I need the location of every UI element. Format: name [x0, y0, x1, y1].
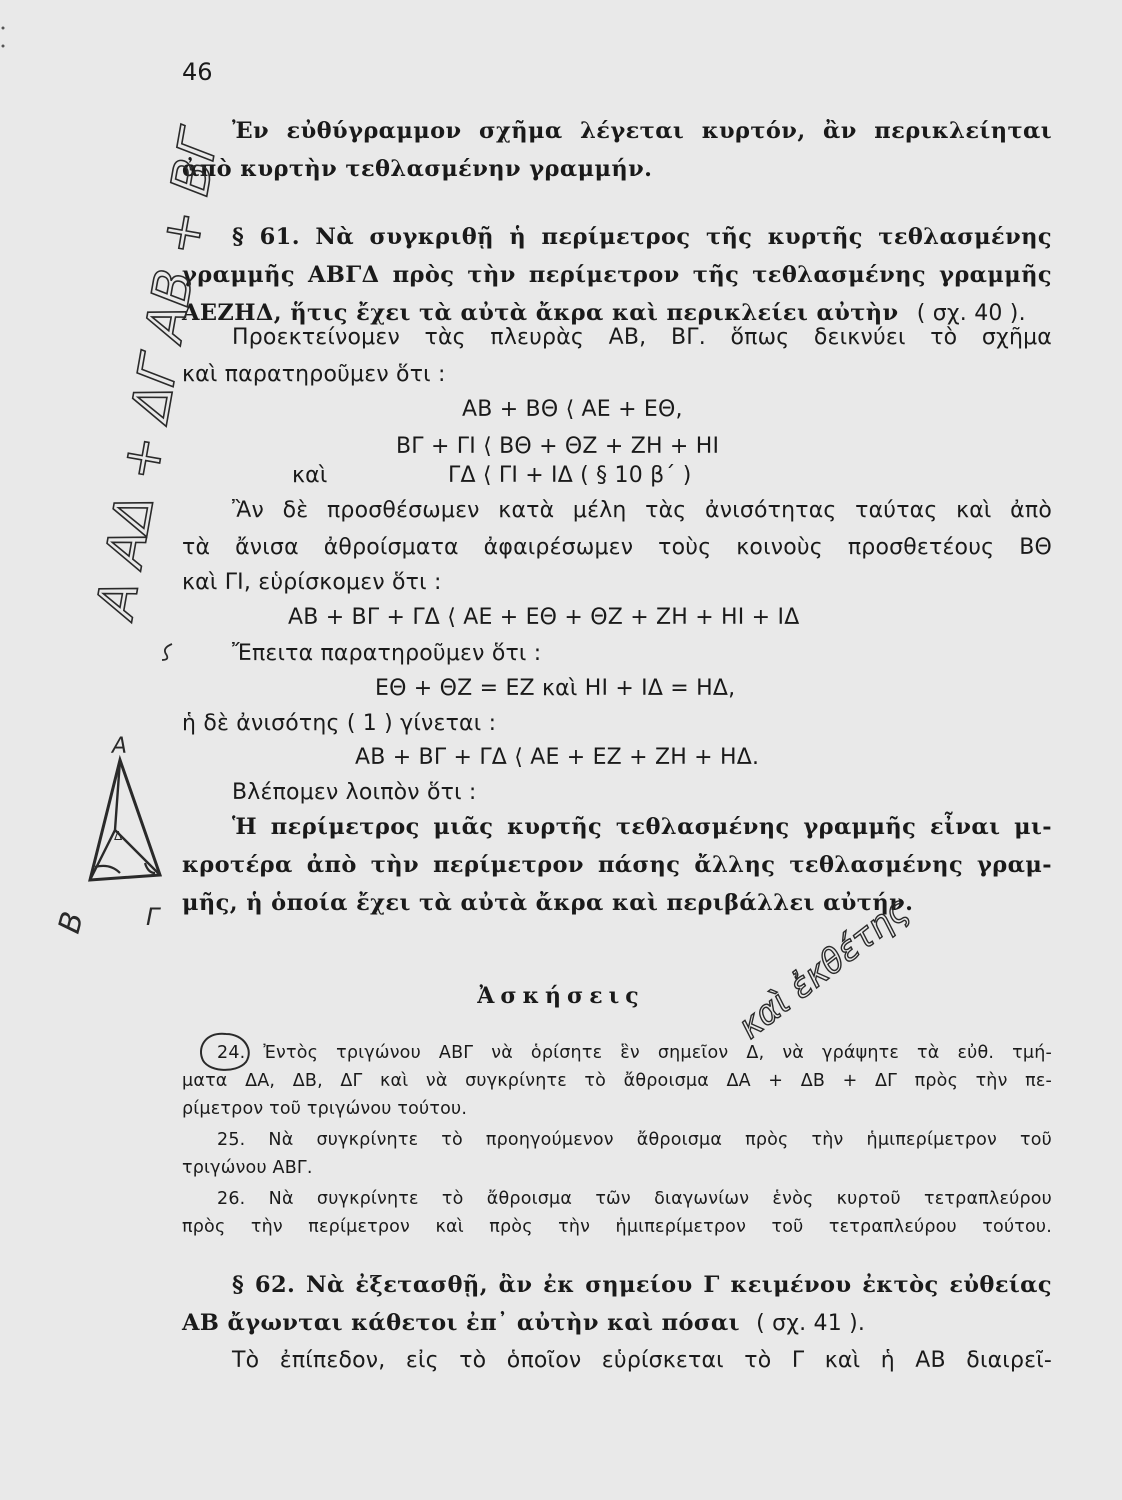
- page-number: 46: [182, 58, 213, 86]
- exercise-25-line-1: 25. Νὰ συγκρίνητε τὸ προηγούμενον ἄθροισμα πρὸς τὴν ἡμιπερίμετρον τοῦ: [217, 1130, 1052, 1150]
- exercise-25-line-2: τριγώνου ΑΒΓ.: [182, 1158, 313, 1178]
- handwritten-margin-text: Α ΑΔ + ΔΓ ΑΒ + ΒΓ: [85, 125, 231, 623]
- proof-intro-line-2: καὶ παρατηροῦμεν ὅτι :: [182, 362, 446, 387]
- exercise-24-line-2: ματα ΔΑ, ΔΒ, ΔΓ καὶ νὰ συγκρίνητε τὸ ἄθροισμα ΔΑ + ΔΒ + ΔΓ πρὸς τὴν πε-: [182, 1071, 1052, 1091]
- theorem-line-2: κροτέρα ἀπὸ τὴν περίμετρον πάσης ἄλλης τεθλασμένης γραμ-: [182, 852, 1052, 878]
- theorem-line-3: μῆς, ἡ ὁποία ἔχει τὰ αὐτὰ ἄκρα καὶ περιβάλλει αὐτήν.: [182, 890, 914, 916]
- theorem-statement: [182, 814, 1052, 916]
- definition-paragraph: [182, 118, 1052, 182]
- proof-intro-line-1: Προεκτείνομεν τὰς πλευρὰς ΑΒ, ΒΓ. ὅπως δεικνύει τὸ σχῆμα: [232, 325, 1052, 350]
- hence-label: Βλέπομεν λοιπὸν ὅτι :: [232, 780, 477, 805]
- section-61-line-1: § 61. Νὰ συγκριθῇ ἡ περίμετρος τῆς κυρτῆς τεθλασμένης: [232, 224, 1052, 250]
- section-61-line-3-text: ΑΕΖΗΔ, ἥτις ἔχει τὰ αὐτὰ ἄκρα καὶ περικλείει αὐτὴν: [182, 300, 899, 326]
- sketch-label-b: Β: [51, 908, 92, 938]
- section-62-line-3: Τὸ ἐπίπεδον, εἰς τὸ ὁποῖον εὑρίσκεται τὸ Γ καὶ ἡ ΑΒ διαιρεῖ-: [232, 1348, 1052, 1373]
- figure-reference-40: ( σχ. 40 ).: [916, 301, 1026, 326]
- inequality-5: ΑΒ + ΒΓ + ΓΔ ⟨ ΑΕ + ΕΖ + ΖΗ + ΗΔ.: [355, 745, 760, 770]
- equation-1: ΕΘ + ΘΖ = ΕΖ καὶ ΗΙ + ΙΔ = ΗΔ,: [375, 676, 736, 701]
- section-61-line-2: γραμμῆς ΑΒΓΔ πρὸς τὴν περίμετρον τῆς τεθλασμένης γραμμῆς: [182, 262, 1052, 288]
- exercises-heading: Ἀσκήσεις: [477, 983, 645, 1009]
- section-61-line-3: [182, 300, 1052, 326]
- sketch-label-g: Γ: [146, 903, 160, 931]
- inequality-4: ΑΒ + ΒΓ + ΓΔ ⟨ ΑΕ + ΕΘ + ΘΖ + ΖΗ + ΗΙ + ΙΔ: [288, 605, 800, 630]
- inequality-becomes: ἡ δὲ ἀνισότης ( 1 ) γίνεται :: [182, 711, 497, 736]
- section-62-line-1: § 62. Νὰ ἐξετασθῇ, ἂν ἐκ σημείου Γ κειμένου ἐκτὸς εὐθείας: [232, 1272, 1052, 1298]
- handwritten-mark: [158, 640, 182, 664]
- proof-paragraph-line-2: τὰ ἄνισα ἀθροίσματα ἀφαιρέσωμεν τοὺς κοινοὺς προσθετέους ΒΘ: [182, 535, 1052, 560]
- proof-paragraph-line-3: καὶ ΓΙ, εὑρίσκομεν ὅτι :: [182, 570, 442, 595]
- exercise-26-line-1: 26. Νὰ συγκρίνητε τὸ ἄθροισμα τῶν διαγωνίων ἑνὸς κυρτοῦ τετραπλεύρου: [217, 1189, 1052, 1209]
- exercise-24-line-3: ρίμετρον τοῦ τριγώνου τούτου.: [182, 1099, 468, 1119]
- figure-reference-41: ( σχ. 41 ).: [756, 1311, 866, 1336]
- handwritten-annotation-text: καὶ ἐκθέτης: [730, 889, 917, 1048]
- kai-label: καὶ: [292, 463, 328, 488]
- handwritten-triangle-sketch: [50, 735, 170, 950]
- inequality-2: ΒΓ + ΓΙ ⟨ ΒΘ + ΘΖ + ΖΗ + ΗΙ: [396, 434, 720, 459]
- exercise-24-line-1: 24. Ἐντὸς τριγώνου ΑΒΓ νὰ ὁρίσητε ἓν σημεῖον Δ, νὰ γράψητε τὰ εὐθ. τμή-: [217, 1043, 1052, 1063]
- sketch-label-a: Α: [112, 734, 128, 759]
- inequality-1: ΑΒ + ΒΘ ⟨ ΑΕ + ΕΘ,: [462, 397, 683, 422]
- page-edge: [0, 0, 8, 1500]
- definition-line-1: Ἐν εὐθύγραμμον σχῆμα λέγεται κυρτόν, ἂν περικλείηται: [232, 118, 1052, 144]
- then-observe: Ἔπειτα παρατηροῦμεν ὅτι :: [232, 641, 542, 666]
- exercise-26-line-2: πρὸς τὴν περίμετρον καὶ πρὸς τὴν ἡμιπερίμετρον τοῦ τετραπλεύρου τούτου.: [182, 1217, 1052, 1237]
- sketch-label-d: Δ: [114, 829, 123, 843]
- section-62-line-2-text: ΑΒ ἄγωνται κάθετοι ἐπ᾽ αὐτὴν καὶ πόσαι: [182, 1310, 740, 1336]
- section-62-line-2: [182, 1310, 1052, 1336]
- definition-line-2: ἀπὸ κυρτὴν τεθλασμένην γραμμήν.: [182, 156, 653, 182]
- theorem-line-1: Ἡ περίμετρος μιᾶς κυρτῆς τεθλασμένης γραμμῆς εἶναι μι-: [232, 814, 1052, 840]
- section-61-heading: [182, 224, 1052, 326]
- inequality-3: ΓΔ ⟨ ΓΙ + ΙΔ ( § 10 β΄ ): [448, 463, 692, 488]
- section-62-heading: [182, 1272, 1052, 1336]
- proof-paragraph-line-1: Ἂν δὲ προσθέσωμεν κατὰ μέλη τὰς ἀνισότητας ταύτας καὶ ἀπὸ: [232, 498, 1052, 523]
